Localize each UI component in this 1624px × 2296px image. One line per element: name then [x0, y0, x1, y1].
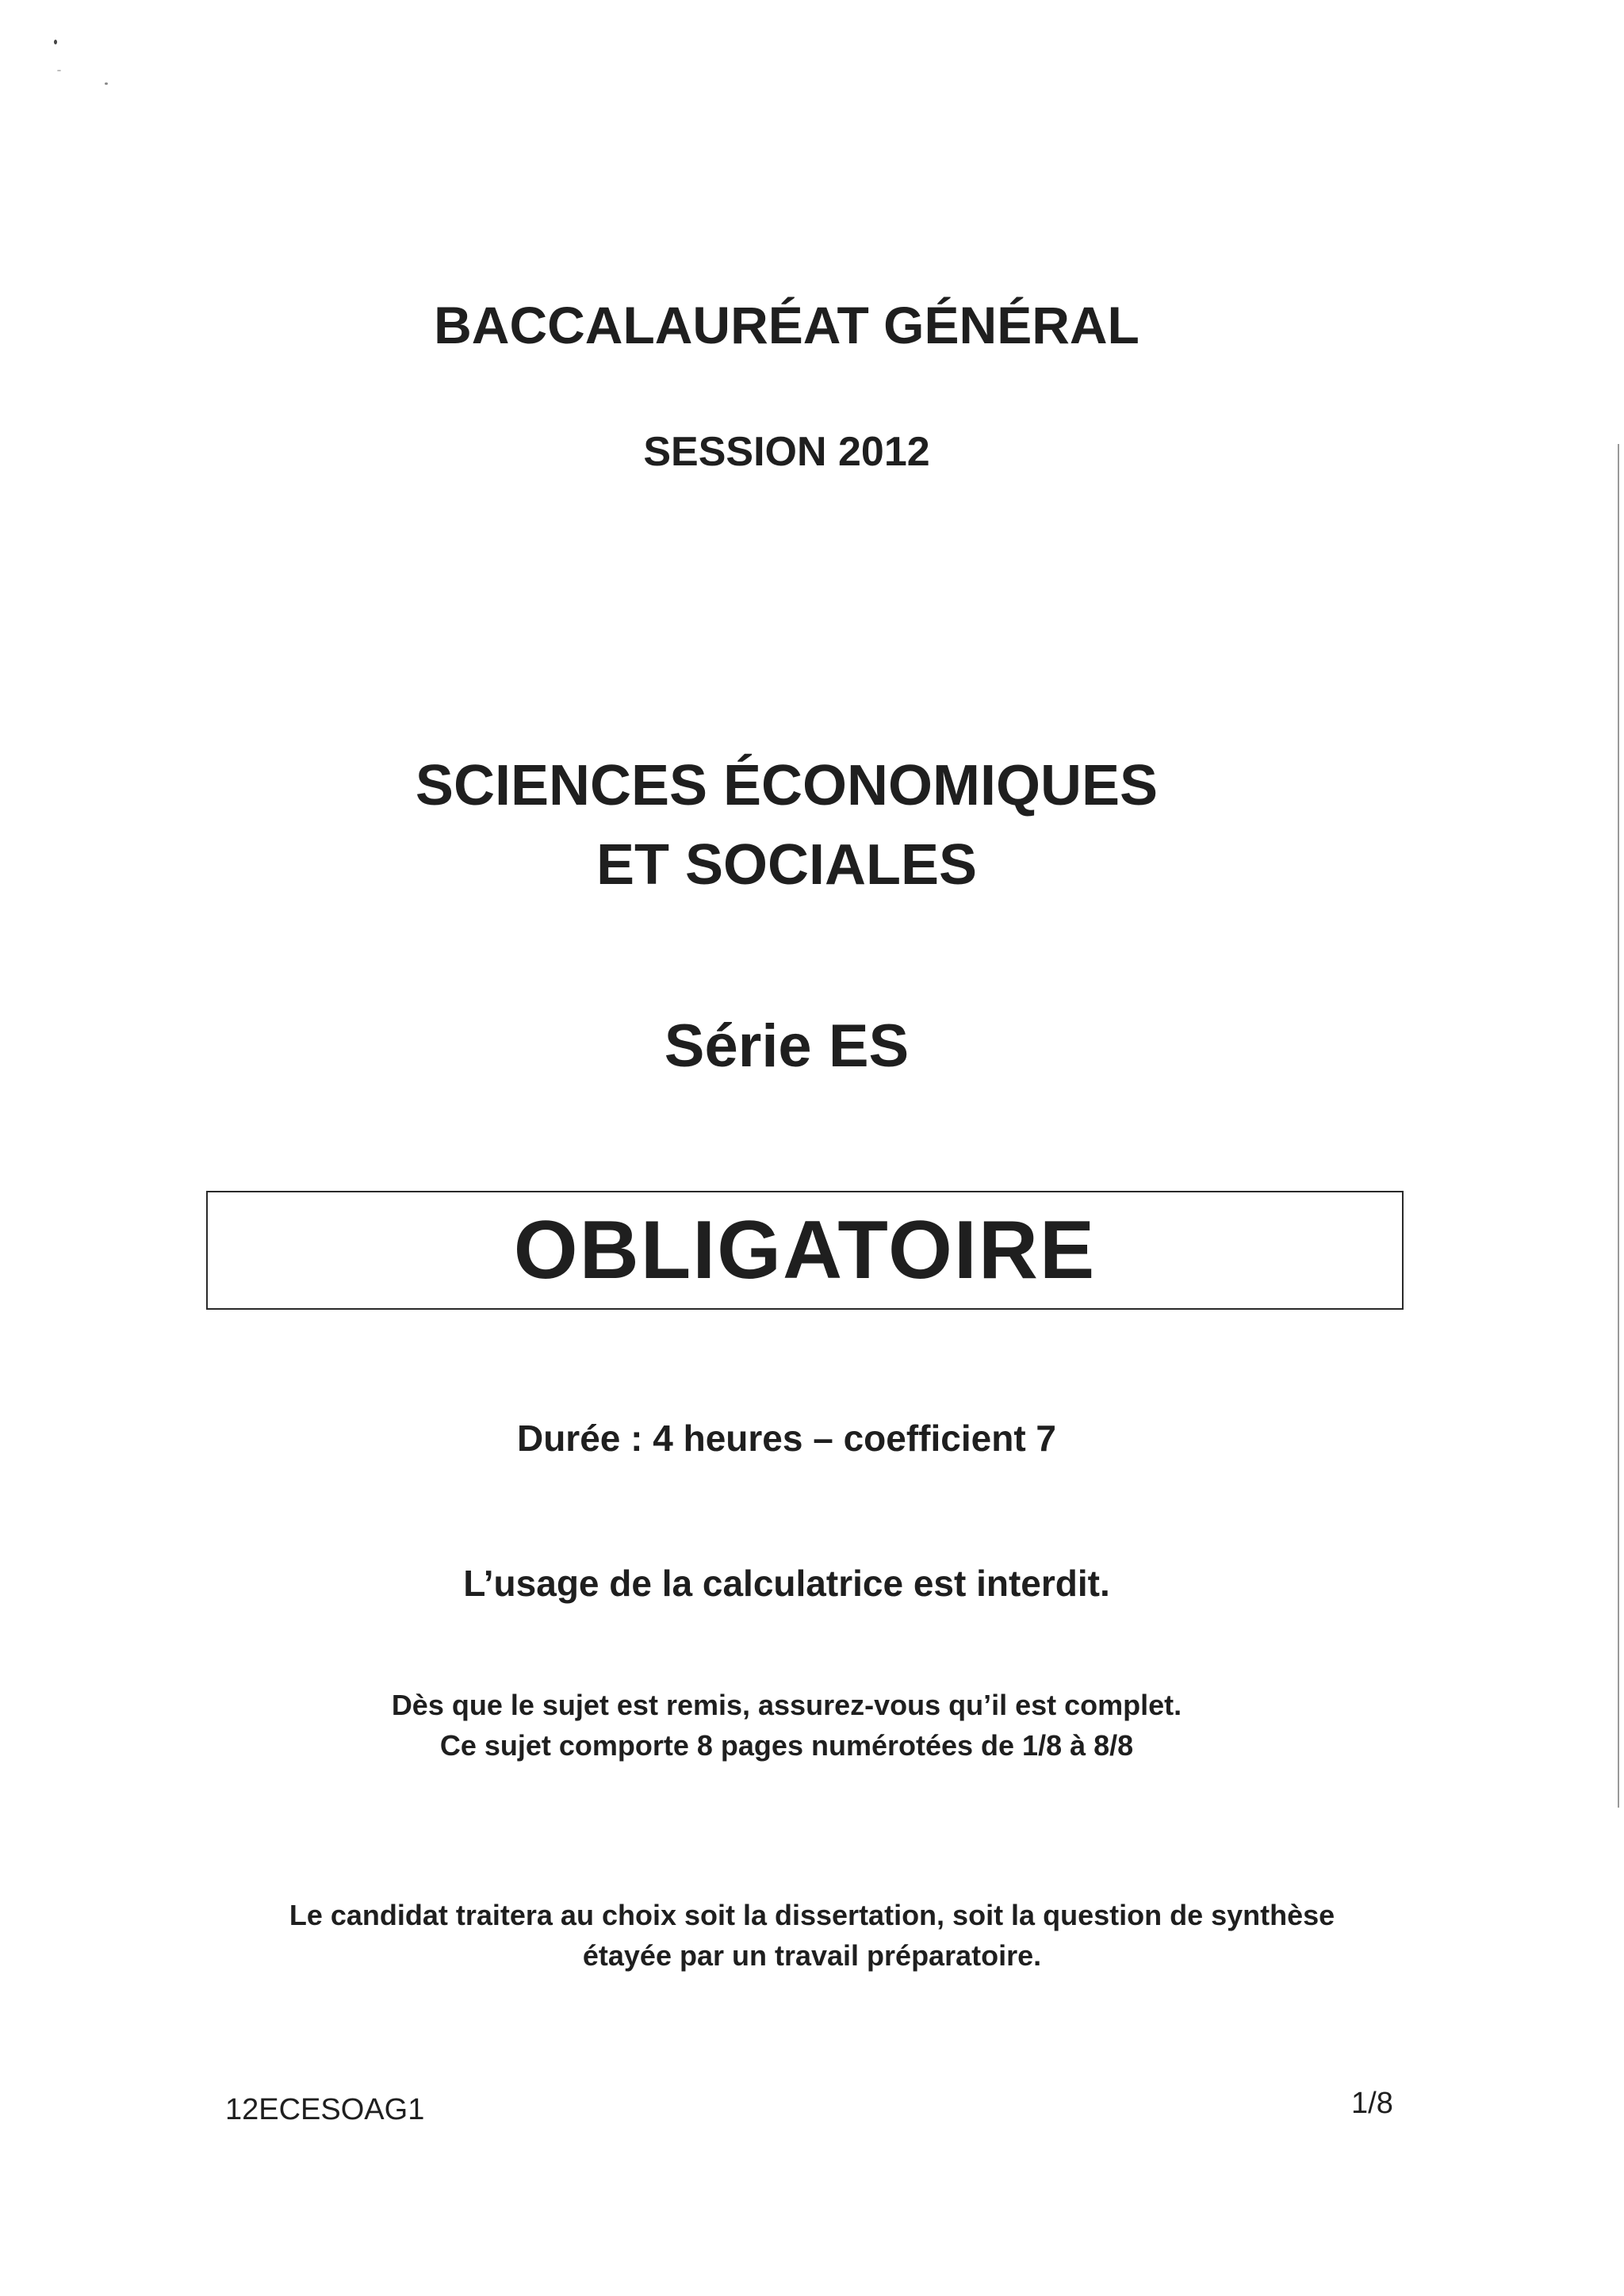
instructions-line1: Le candidat traitera au choix soit la dissertation, soit la question de synthèse	[289, 1899, 1335, 1931]
session-year: SESSION 2012	[643, 429, 930, 475]
scan-speck	[54, 40, 57, 44]
page-number: 1/8	[1351, 2087, 1393, 2120]
option-box	[206, 1191, 1404, 1310]
option-label: OBLIGATOIRE	[513, 1203, 1097, 1296]
subject-title-line1: SCIENCES ÉCONOMIQUES	[415, 754, 1159, 817]
scan-edge-line	[1618, 444, 1619, 1808]
instructions-line2: étayée par un travail préparatoire.	[582, 1939, 1042, 1972]
calculator-notice: L’usage de la calculatrice est interdit.	[463, 1563, 1110, 1604]
completeness-notice-line2: Ce sujet comporte 8 pages numérotées de 1/8 à 8/8	[439, 1729, 1134, 1762]
scan-speck	[57, 70, 61, 71]
series-label: Série ES	[664, 1012, 910, 1080]
exam-title: BACCALAURÉAT GÉNÉRAL	[434, 296, 1139, 354]
exam-code: 12ECESOAG1	[225, 2093, 425, 2126]
subject-title-line2: ET SOCIALES	[596, 833, 978, 897]
duration-info: Durée : 4 heures – coefficient 7	[516, 1418, 1057, 1459]
completeness-notice-line1: Dès que le sujet est remis, assurez-vous qu’il est complet.	[391, 1689, 1182, 1721]
scan-speck	[105, 82, 108, 85]
